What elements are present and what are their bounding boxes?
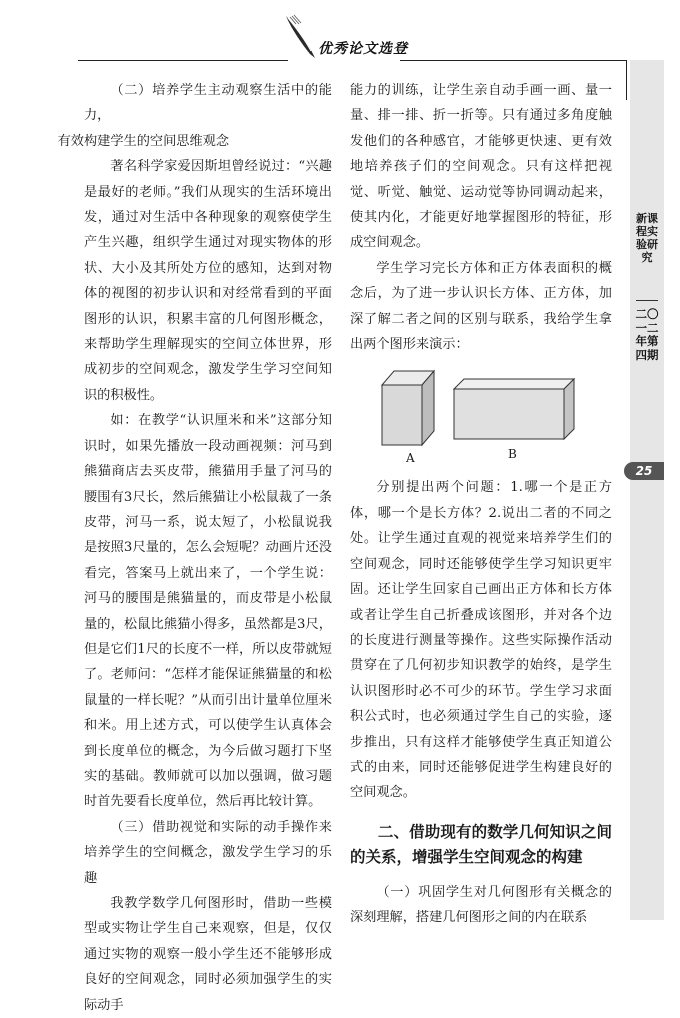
subheading-2 (57, 78, 332, 154)
page-number-badge: 25 (624, 462, 664, 480)
figure-label-a: A (406, 451, 415, 466)
subheading-2-line1: （二）培养学生主动观察生活中的能力， (84, 83, 332, 124)
section-2-heading: 二、借助现有的数学几何知识之间的关系，增强学生空间观念的构建 (350, 822, 612, 866)
side-strip (630, 60, 664, 920)
paragraph: 能力的训练，让学生亲自动手画一画、量一量、排一排、折一折等。只有通过多角度触发他们的各种感官，才能够更快速、更有效地培养孩子们的空间观念。只有这样把视觉、听觉、触觉、运动觉等协同调动起来，使其内化，才能更好地掌握图形的特征，形成空间观念。 (350, 83, 612, 251)
journal-section-title: 优秀论文选登 (318, 41, 408, 57)
header-rule-left (78, 60, 288, 61)
side-journal-name (634, 212, 660, 264)
side-issue-date (634, 308, 660, 362)
paragraph: 我教学数学几何图形时，借助一些模型或实物让学生自己来观察，但是，仅仅通过实物的观察一般小学生还不能够形成良好的空间观念，同时必须加强学生的实际动手 (84, 896, 332, 1013)
paragraph: 学生学习完长方体和正方体表面积的概念后，为了进一步认识长方体、正方体，加深了解二者之间的区别与联系，我给学生拿出两个图形来演示： (350, 260, 612, 353)
cube-cuboid-figure (350, 363, 612, 475)
subheading-1: （一）巩固学生对几何图形有关概念的深刻理解，搭建几何图形之间的内在联系 (350, 884, 612, 926)
page-header (0, 0, 680, 70)
paragraph: 如：在教学“认识厘米和米”这部分知识时，如果先播放一段动画视频：河马到熊猫商店去买皮带，熊猫用手量了河马的腰围有3尺长，然后熊猫让小松鼠裁了一条皮带，河马一系，说太短了，小松鼠说我是按照3尺量的，怎么会短呢？动画片还没看完，答案马上就出来了，一个学生说：河马的腰围是熊猫量的，而皮带是小松鼠量的，松鼠比熊猫小得多，虽然都是3尺，但是它们1尺的长度不一样，所以皮带就短了。老师问：“怎样才能保证熊猫量的和松鼠量的一样长呢？”从而引出计量单位厘米和米。用上述方式，可以使学生认真体会到长度单位的概念，为今后做习题打下坚实的基础。教师就可以加以强调，做习题时首先要看长度单位，然后再比较计算。 (84, 413, 332, 810)
subheading-2-line2: 有效构建学生的空间思维观念 (57, 133, 230, 149)
cuboid-shape (454, 379, 574, 439)
side-divider (636, 300, 658, 301)
figure-label-b: B (508, 447, 517, 462)
header-rule-vertical (626, 60, 627, 100)
paragraph: 分别提出两个问题：1.哪一个是正方体，哪一个是长方体？2.说出二者的不同之处。让学生通过直观的视觉来培养学生们的空间观念，同时还能够使学生学习知识更牢固。还让学生回家自己画出正方体和长方体或者让学生自己折叠成该图形，并对各个边的长度进行测量等操作。这些实际操作活动贯穿在了几何初步知识教学的始终，是学生认识图形时必不可少的环节。学生学习求面积公式时，也必须通过学生自己的实验，逐步推出，只有这样才能够使学生真正知道公式的由来，同时还能够促进学生构建良好的空间观念。 (350, 480, 612, 801)
quill-pen-icon (282, 14, 322, 60)
left-column (57, 78, 332, 1018)
header-rule-right (400, 60, 626, 61)
paragraph: 著名科学家爱因斯坦曾经说过：“兴趣是最好的老师。”我们从现实的生活环境出发，通过对生活中各种现象的观察使学生产生兴趣，组织学生通过对现实物体的形状、大小及其所处方位的感知，达到对物体的视图的初步认识和对经常看到的平面图形的认识，积累丰富的几何图形概念，来帮助学生理解现实的空间立体世界，形成初步的空间观念，激发学生学习空间知识的积极性。 (84, 159, 332, 403)
subheading-3: （三）借助视觉和实际的动手操作来培养学生的空间概念，激发学生学习的乐趣 (84, 819, 332, 886)
cube-shape (382, 371, 434, 445)
solids-illustration (378, 365, 584, 449)
side-journal-text: 新课程实验研究 (636, 212, 658, 264)
side-date-text: 二〇一二年第四期 (635, 307, 659, 362)
right-column (350, 78, 612, 931)
